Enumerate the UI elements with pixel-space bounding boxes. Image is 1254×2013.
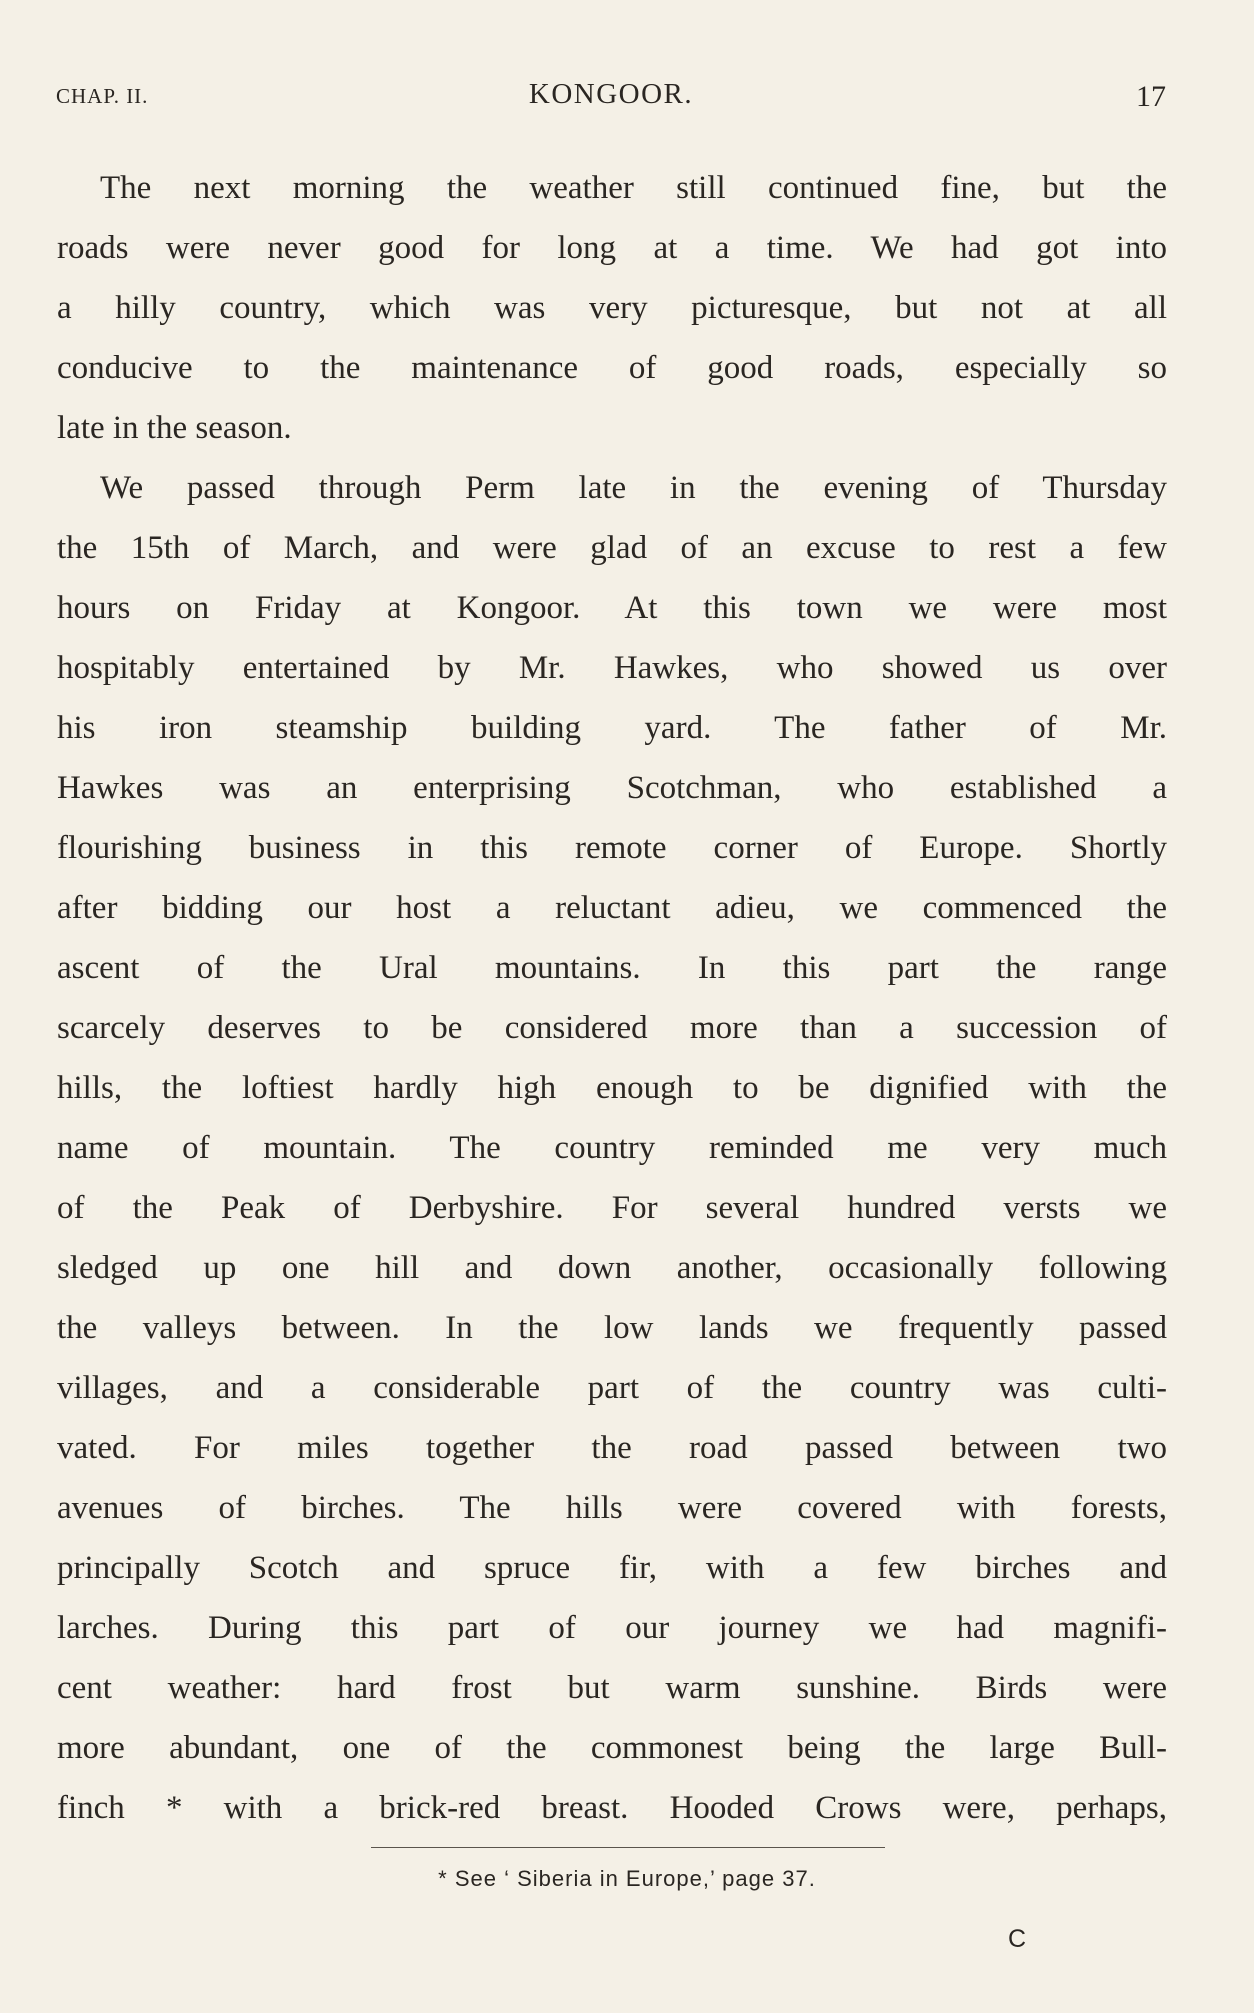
text-line: after bidding our host a reluctant adieu, we commenced the <box>57 890 1167 926</box>
text-line: flourishing business in this remote corner of Europe. Shortly <box>57 830 1167 866</box>
text-line: late in the season. <box>57 410 292 446</box>
text-line: finch * with a brick-red breast. Hooded Crows were, perhaps, <box>57 1790 1167 1826</box>
text-line: conducive to the maintenance of good roads, especially so <box>57 350 1167 386</box>
text-line: name of mountain. The country reminded me very much <box>57 1130 1167 1166</box>
footnote-rule <box>371 1847 885 1848</box>
footnote: * See ‘ Siberia in Europe,’ page 37. <box>438 1866 816 1891</box>
text-line: the 15th of March, and were glad of an excuse to rest a few <box>57 530 1167 566</box>
chapter-label: CHAP. II. <box>56 84 149 108</box>
text-line: larches. During this part of our journey we had magnifi- <box>57 1610 1167 1646</box>
text-line: We passed through Perm late in the evening of Thursday <box>100 470 1167 506</box>
text-line: hills, the loftiest hardly high enough to be dignified with the <box>57 1070 1167 1106</box>
text-line: a hilly country, which was very picturesque, but not at all <box>57 290 1167 326</box>
running-head <box>56 78 1166 118</box>
text-line: villages, and a considerable part of the country was culti- <box>57 1370 1167 1406</box>
text-line: vated. For miles together the road passed between two <box>57 1430 1167 1466</box>
text-line: sledged up one hill and down another, occasionally following <box>57 1250 1167 1286</box>
text-line: cent weather: hard frost but warm sunshine. Birds were <box>57 1670 1167 1706</box>
text-line: avenues of birches. The hills were covered with forests, <box>57 1490 1167 1526</box>
text-line: more abundant, one of the commonest being the large Bull- <box>57 1730 1167 1766</box>
text-line: roads were never good for long at a time. We had got into <box>57 230 1167 266</box>
text-line: Hawkes was an enterprising Scotchman, who established a <box>57 770 1167 806</box>
text-line: of the Peak of Derbyshire. For several hundred versts we <box>57 1190 1167 1226</box>
text-line: The next morning the weather still continued fine, but the <box>100 170 1167 206</box>
text-line: the valleys between. In the low lands we frequently passed <box>57 1310 1167 1346</box>
text-line: scarcely deserves to be considered more than a succession of <box>57 1010 1167 1046</box>
page-number: 17 <box>1136 80 1166 113</box>
text-line: hospitably entertained by Mr. Hawkes, who showed us over <box>57 650 1167 686</box>
text-line: his iron steamship building yard. The father of Mr. <box>57 710 1167 746</box>
signature-mark: C <box>1008 1925 1027 1953</box>
text-line: principally Scotch and spruce fir, with a few birches and <box>57 1550 1167 1586</box>
text-line: ascent of the Ural mountains. In this part the range <box>57 950 1167 986</box>
page-title: KONGOOR. <box>528 78 694 110</box>
body-text <box>57 158 1167 1838</box>
text-line: hours on Friday at Kongoor. At this town we were most <box>57 590 1167 626</box>
